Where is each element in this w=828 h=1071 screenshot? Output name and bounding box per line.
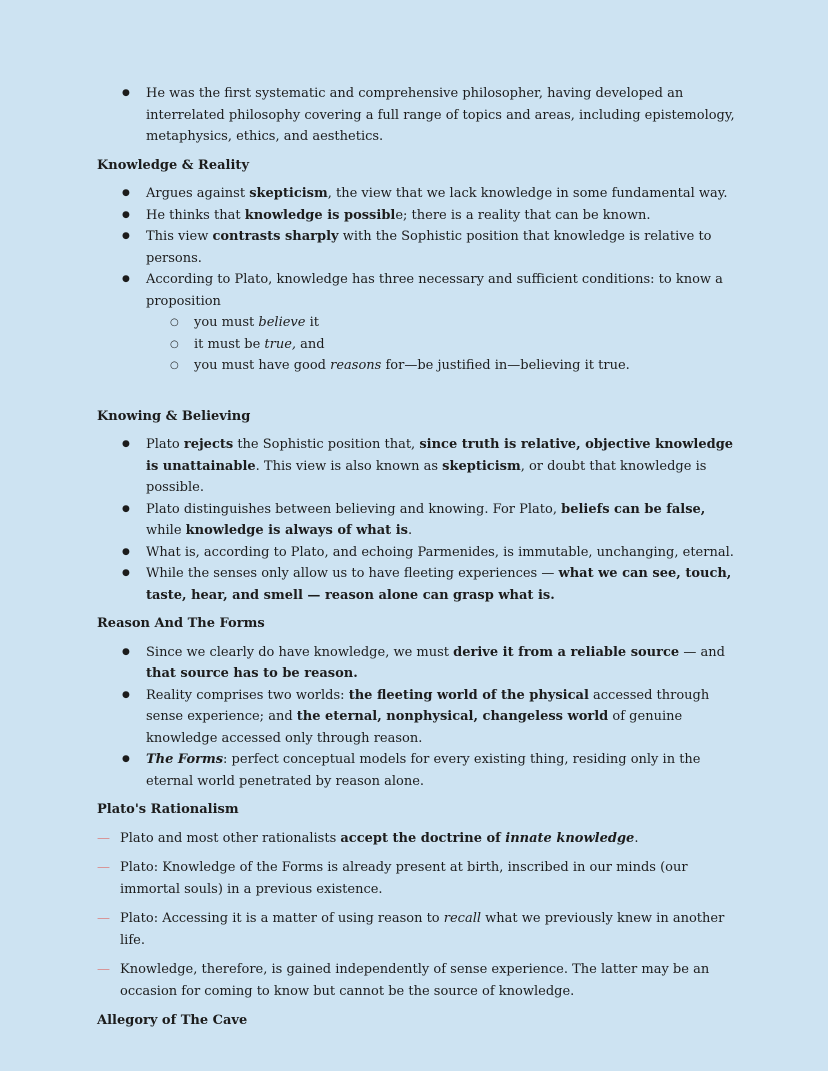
dash-item: — Plato: Knowledge of the Forms is already present at birth, inscribed in our minds (our immortal souls) in a previous existence. (97, 857, 737, 900)
reason-forms-list (97, 642, 737, 793)
dash-item: — Knowledge, therefore, is gained independently of sense experience. The latter may be an occasion for coming to know but cannot be the source of knowledge. (97, 959, 737, 1002)
list-item: ● The Forms: perfect conceptual models for every existing thing, residing only in the eternal world penetrated by reason alone. (97, 749, 737, 792)
dash-item: — Plato and most other rationalists accept the doctrine of innate knowledge. (97, 828, 737, 850)
heading-knowing-believing: Knowing & Believing (97, 408, 251, 424)
list-item: ● While the senses only allow us to have fleeting experiences — what we can see, touch, taste, hear, and smell — reason alone can grasp what is. (97, 563, 737, 606)
dash-item: — Plato: Accessing it is a matter of using reason to recall what we previously knew in another life. (97, 908, 737, 951)
list-item: ● Since we clearly do have knowledge, we must derive it from a reliable source — and that source has to be reason. (97, 642, 737, 685)
list-item: ● This view contrasts sharply with the Sophistic position that knowledge is relative to persons. (97, 226, 737, 269)
knowing-believing-list (97, 434, 737, 606)
dash-marker: — (97, 860, 110, 875)
intro-list (97, 83, 737, 148)
list-item: ● Argues against skepticism, the view that we lack knowledge in some fundamental way. (97, 183, 737, 205)
list-item: ● He thinks that knowledge is possible; there is a reality that can be known. (97, 205, 737, 227)
sub-list-item: ○ you must have good reasons for—be justified in—believing it true. (97, 355, 737, 377)
list-item: ● What is, according to Plato, and echoing Parmenides, is immutable, unchanging, eternal. (97, 542, 737, 564)
heading-allegory: Allegory of The Cave (97, 1013, 248, 1028)
heading-rationalism: Plato's Rationalism (97, 802, 239, 817)
heading-reason-forms: Reason And The Forms (97, 616, 265, 631)
document-body (97, 83, 737, 1039)
spacer (97, 377, 737, 399)
heading-knowledge-reality: Knowledge & Reality (97, 157, 249, 173)
sub-list-item: ○ you must believe it (97, 312, 737, 334)
knowledge-reality-list (97, 183, 737, 377)
list-item: ● According to Plato, knowledge has three necessary and sufficient conditions: to know a proposition (97, 269, 737, 312)
dash-marker: — (97, 962, 110, 977)
list-item: ● Reality comprises two worlds: the fleeting world of the physical accessed through sense experience; and the eternal, nonphysical, changeless world of genuine knowledge accessed only through reason. (97, 685, 737, 750)
dash-marker: — (97, 911, 110, 926)
dash-marker: — (97, 830, 110, 846)
list-item: ● Plato rejects the Sophistic position that, since truth is relative, objective knowledge is unattainable. This view is also known as skepticism, or doubt that knowledge is possible. (97, 434, 737, 499)
sub-list-item: ○ it must be true, and (97, 334, 737, 356)
list-item: ● Plato distinguishes between believing and knowing. For Plato, beliefs can be false, while knowledge is always of what is. (97, 499, 737, 542)
list-item: ● He was the first systematic and comprehensive philosopher, having developed an interrelated philosophy covering a full range of topics and areas, including epistemology, metaphysics, ethics, and aesthetics. (97, 83, 737, 148)
